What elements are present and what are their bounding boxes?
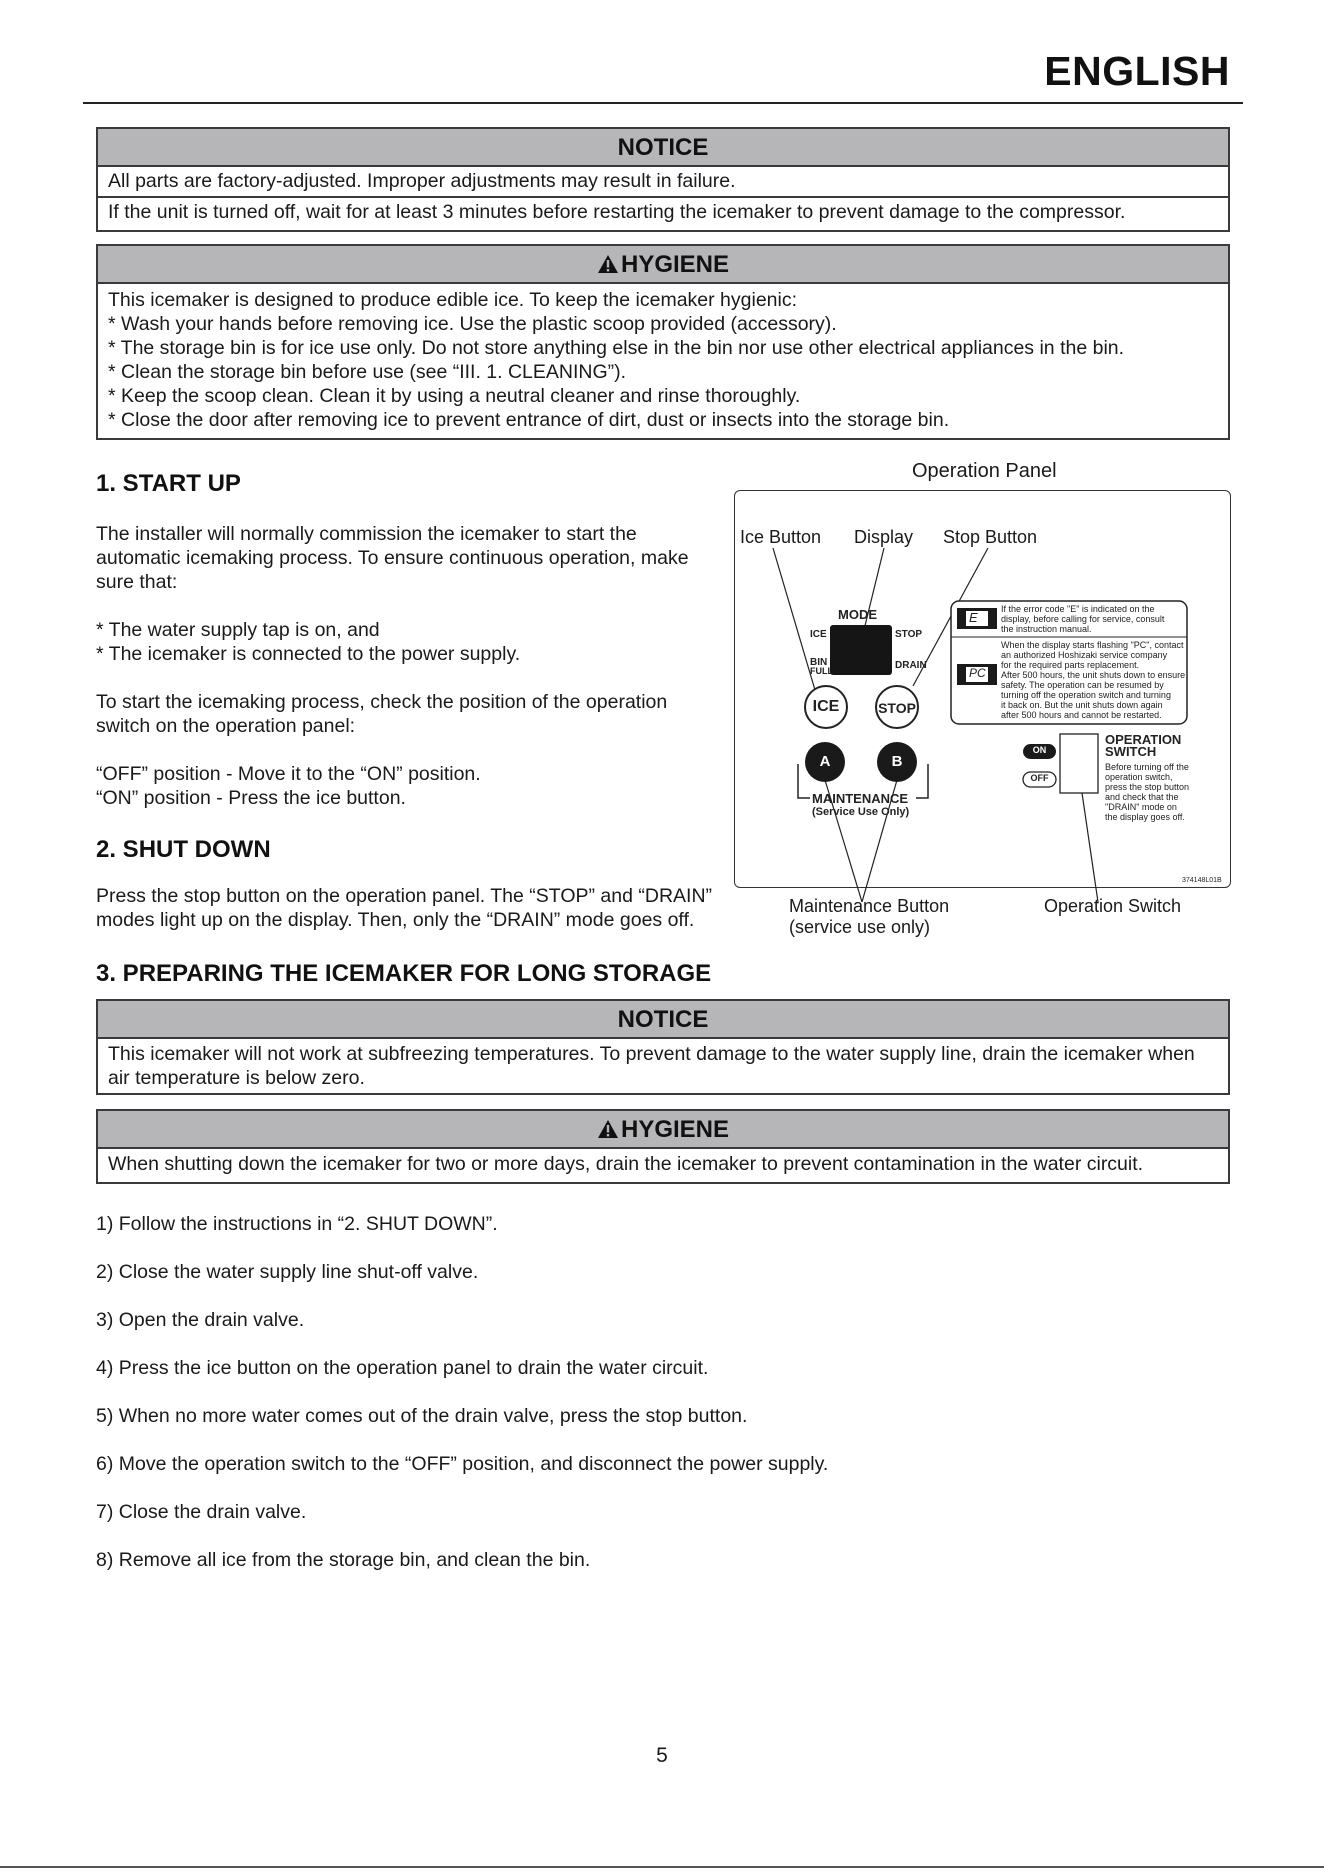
hygiene-line: This icemaker is designed to produce edible ice. To keep the icemaker hygienic: [108, 289, 798, 311]
language-heading: ENGLISH [1044, 48, 1230, 94]
switch-title-line: SWITCH [1105, 744, 1157, 759]
off-label: OFF [1030, 773, 1049, 783]
note-error-pc [1001, 640, 1185, 720]
note-line: operation switch, [1105, 772, 1173, 782]
text-line: * The icemaker is connected to the power supply. [96, 643, 521, 665]
text-line: The installer will normally commission the icemaker to start the [96, 523, 637, 545]
warning-icon [597, 1119, 619, 1139]
ice-leader-line [773, 548, 815, 690]
notice-row: If the unit is turned off, wait for at least 3 minutes before restarting the icemaker to prevent damage to the compressor. [98, 196, 1228, 227]
note-line: the display goes off. [1105, 812, 1185, 822]
mode-display [830, 625, 892, 675]
step-item: 2) Close the water supply line shut-off valve. [96, 1261, 479, 1283]
operation-switch-title [1105, 734, 1181, 758]
service-use-note: (service use only) [789, 917, 931, 937]
stop-indicator-label: STOP [895, 629, 923, 640]
hygiene-line: When shutting down the icemaker for two or more days, drain the icemaker to prevent contamination in the water circuit. [108, 1153, 1144, 1175]
text-line: automatic icemaking process. To ensure continuous operation, make [96, 547, 689, 569]
startup-heading: 1. START UP [96, 470, 241, 497]
step-item: 1) Follow the instructions in “2. SHUT DOWN”. [96, 1213, 498, 1235]
hygiene-title-text: HYGIENE [620, 251, 730, 278]
hygiene-lines [98, 1149, 1228, 1181]
hygiene-line: * Clean the storage bin before use (see “III. 1. CLEANING”). [108, 361, 627, 383]
notice-row: All parts are factory-adjusted. Improper adjustments may result in failure. [108, 170, 736, 192]
hygiene-line: * The storage bin is for ice use only. Do not store anything else in the bin nor use other electrical appliances in the bin. [108, 337, 1125, 359]
hygiene-title-text: HYGIENE [620, 1116, 730, 1143]
hygiene-title [98, 1111, 1228, 1149]
notice-title: NOTICE [98, 129, 1228, 167]
note-line: "DRAIN" mode on [1105, 802, 1177, 812]
note-line: and check that the [1105, 792, 1179, 802]
text-line: “OFF” position - Move it to the “ON” position. [96, 763, 481, 785]
page-number: 5 [656, 1744, 668, 1767]
text-line: “ON” position - Press the ice button. [96, 787, 406, 809]
note-error-e [1001, 604, 1164, 634]
text-line: Press the stop button on the operation panel. The “STOP” and “DRAIN” [96, 885, 713, 907]
note-line: it back on. But the unit shuts down again [1001, 700, 1163, 710]
notice-lines [98, 1039, 1228, 1095]
on-label: ON [1032, 745, 1047, 755]
note-line: Before turning off the [1105, 762, 1189, 772]
note-line: safety. The operation can be resumed by [1001, 680, 1164, 690]
note-line: the instruction manual. [1001, 624, 1092, 634]
full-indicator-label: FULL [810, 666, 833, 676]
text-line: sure that: [96, 571, 178, 593]
operation-switch [1060, 734, 1098, 793]
note-line: after 500 hours and cannot be restarted. [1001, 710, 1162, 720]
code-pc-text: PC [969, 666, 986, 680]
ice-button-text: ICE [812, 698, 840, 715]
step-item: 4) Press the ice button on the operation panel to drain the water circuit. [96, 1357, 709, 1379]
step-item: 5) When no more water comes out of the drain valve, press the stop button. [96, 1405, 748, 1427]
shutdown-heading: 2. SHUT DOWN [96, 836, 271, 863]
hygiene-line: * Keep the scoop clean. Clean it by using a neutral cleaner and rinse thoroughly. [108, 385, 801, 407]
drain-indicator-label: DRAIN [895, 660, 927, 671]
maintenance-button-label: Maintenance Button [789, 896, 950, 916]
part-code: 374148L01B [1182, 877, 1222, 884]
mode-label: MODE [838, 607, 877, 622]
hygiene-box-2 [96, 1109, 1230, 1184]
text-line: switch on the operation panel: [96, 715, 356, 737]
note-line: an authorized Hoshizaki service company [1001, 650, 1168, 660]
maintenance-label: MAINTENANCE [812, 791, 909, 806]
code-e-text: E [969, 610, 978, 625]
operation-switch-label: Operation Switch [1044, 896, 1182, 916]
notice-line: This icemaker will not work at subfreezing temperatures. To prevent damage to the water supply line, drain the icemaker when [108, 1043, 1195, 1065]
note-line: If the error code "E" is indicated on the [1001, 604, 1155, 614]
panel-title: Operation Panel [912, 460, 1057, 482]
switch-leader-line [1082, 793, 1098, 902]
text-line: * The water supply tap is on, and [96, 619, 380, 641]
text-line: To start the icemaking process, check the position of the operation [96, 691, 668, 713]
notice-title: NOTICE [98, 1001, 1228, 1039]
notice-line: air temperature is below zero. [108, 1067, 365, 1089]
hygiene-line: * Close the door after removing ice to prevent entrance of dirt, dust or insects into the storage bin. [108, 409, 950, 431]
note-line: turning off the operation switch and turning [1001, 690, 1171, 700]
notice-box-2 [96, 999, 1230, 1095]
stop-button-label: Stop Button [943, 527, 1038, 547]
display-label: Display [854, 527, 914, 547]
switch-title-line: OPERATION [1105, 732, 1182, 747]
storage-heading: 3. PREPARING THE ICEMAKER FOR LONG STORAGE [96, 960, 712, 987]
text-line: modes light up on the display. Then, only the “DRAIN” mode goes off. [96, 909, 695, 931]
step-item: 3) Open the drain valve. [96, 1309, 305, 1331]
hygiene-line: * Wash your hands before removing ice. Use the plastic scoop provided (accessory). [108, 313, 837, 335]
step-item: 7) Close the drain valve. [96, 1501, 307, 1523]
note-line: When the display starts flashing "PC", contact [1001, 640, 1184, 650]
note-line: After 500 hours, the unit shuts down to ensure [1001, 670, 1186, 680]
note-line: press the stop button [1105, 782, 1190, 792]
button-a-text: A [819, 753, 831, 770]
stop-button-text: STOP [878, 700, 916, 716]
display-leader-line [862, 548, 884, 638]
step-item: 8) Remove all ice from the storage bin, and clean the bin. [96, 1549, 591, 1571]
footer-rule [0, 1866, 1324, 1868]
note-line: for the required parts replacement. [1001, 660, 1140, 670]
ice-indicator-label: ICE [810, 629, 827, 640]
ice-button-label: Ice Button [740, 527, 822, 547]
note-line: display, before calling for service, consult [1001, 614, 1165, 624]
button-b-text: B [891, 753, 903, 770]
bin-indicator-label: BIN [810, 657, 828, 668]
service-use-label: (Service Use Only) [812, 806, 910, 818]
switch-note [1105, 762, 1189, 822]
step-item: 6) Move the operation switch to the “OFF” position, and disconnect the power supply. [96, 1453, 829, 1475]
